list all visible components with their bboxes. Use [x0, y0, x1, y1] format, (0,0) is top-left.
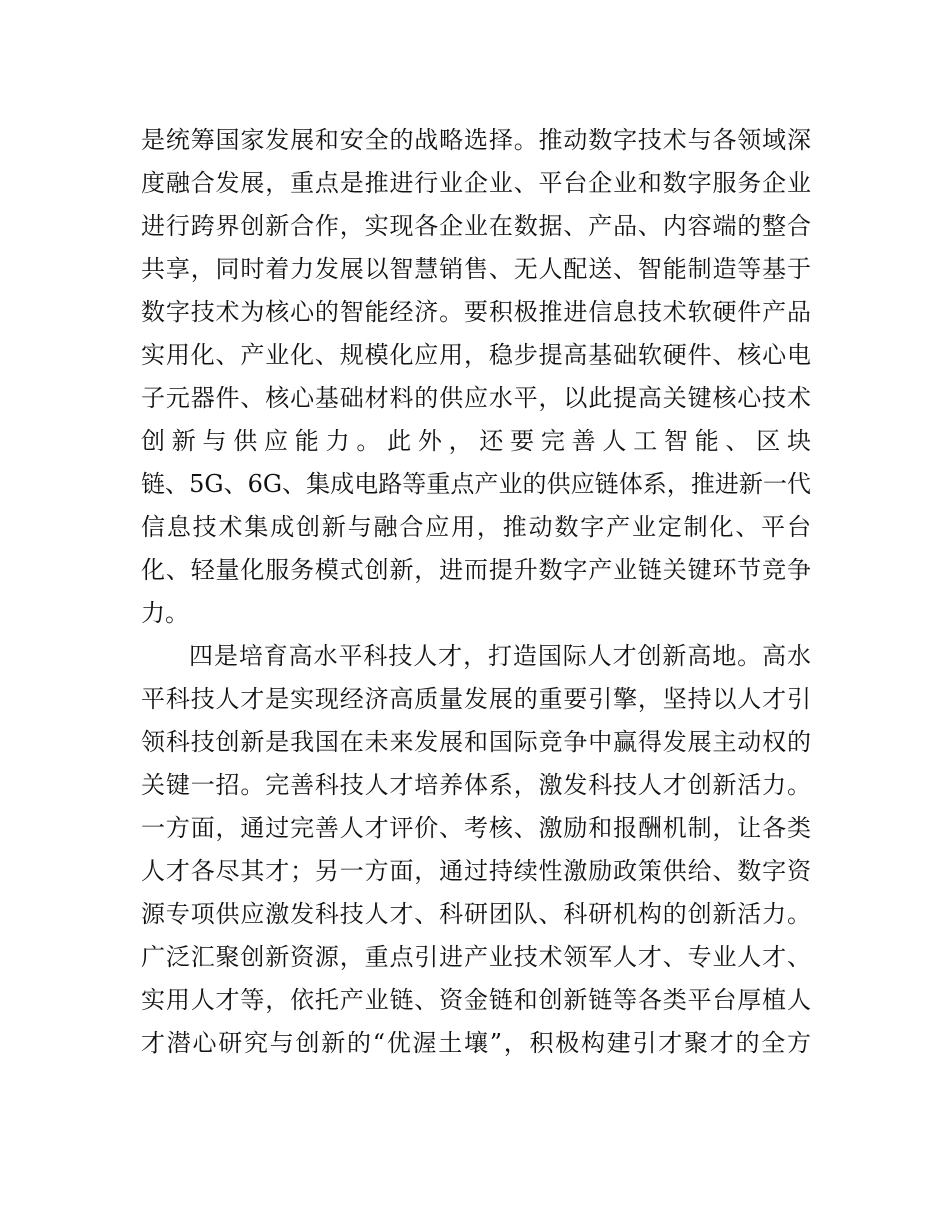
- paragraph-line: 度融合发展，重点是推进行业企业、平台企业和数字服务企业: [141, 169, 811, 197]
- paragraph-line: 才潜心研究与创新的“优渥土壤”，积极构建引才聚才的全方: [141, 1029, 811, 1057]
- paragraph-line: 一方面，通过完善人才评价、考核、激励和报酬机制，让各类: [141, 814, 811, 842]
- paragraph-line: 链、5G、6G、集成电路等重点产业的供应链体系，推进新一代: [141, 470, 811, 498]
- paragraph-line: 创新与供应能力。此外，还要完善人工智能、区块: [141, 427, 811, 455]
- paragraph-line: 实用人才等，依托产业链、资金链和创新链等各类平台厚植人: [141, 986, 811, 1014]
- paragraph-line: 子元器件、核心基础材料的供应水平，以此提高关键核心技术: [141, 384, 811, 412]
- paragraph-line: 领科技创新是我国在未来发展和国际竞争中赢得发展主动权的: [141, 728, 811, 756]
- paragraph-line: 广泛汇聚创新资源，重点引进产业技术领军人才、专业人才、: [141, 943, 811, 971]
- paragraph-line: 关键一招。完善科技人才培养体系，激发科技人才创新活力。: [141, 771, 811, 799]
- paragraph-line: 平科技人才是实现经济高质量发展的重要引擎，坚持以人才引: [141, 685, 811, 713]
- paragraph-line: 化、轻量化服务模式创新，进而提升数字产业链关键环节竞争: [141, 556, 811, 584]
- paragraph-line: 信息技术集成创新与融合应用，推动数字产业定制化、平台: [141, 513, 811, 541]
- paragraph-1: [141, 119, 811, 635]
- paragraph-line: 力。: [141, 599, 189, 627]
- paragraph-line: 人才各尽其才；另一方面，通过持续性激励政策供给、数字资: [141, 857, 811, 885]
- paragraph-line: 数字技术为核心的智能经济。要积极推进信息技术软硬件产品: [141, 298, 811, 326]
- paragraph-line: 源专项供应激发科技人才、科研团队、科研机构的创新活力。: [141, 900, 811, 928]
- document-body: [141, 119, 811, 1065]
- paragraph-line: 是统筹国家发展和安全的战略选择。推动数字技术与各领域深: [141, 126, 811, 154]
- paragraph-line: 实用化、产业化、规模化应用，稳步提高基础软硬件、核心电: [141, 341, 811, 369]
- paragraph-2: [141, 635, 811, 1065]
- paragraph-line: 进行跨界创新合作，实现各企业在数据、产品、内容端的整合: [141, 212, 811, 240]
- paragraph-line: 四是培育高水平科技人才，打造国际人才创新高地。高水: [189, 642, 811, 670]
- paragraph-line: 共享，同时着力发展以智慧销售、无人配送、智能制造等基于: [141, 255, 811, 283]
